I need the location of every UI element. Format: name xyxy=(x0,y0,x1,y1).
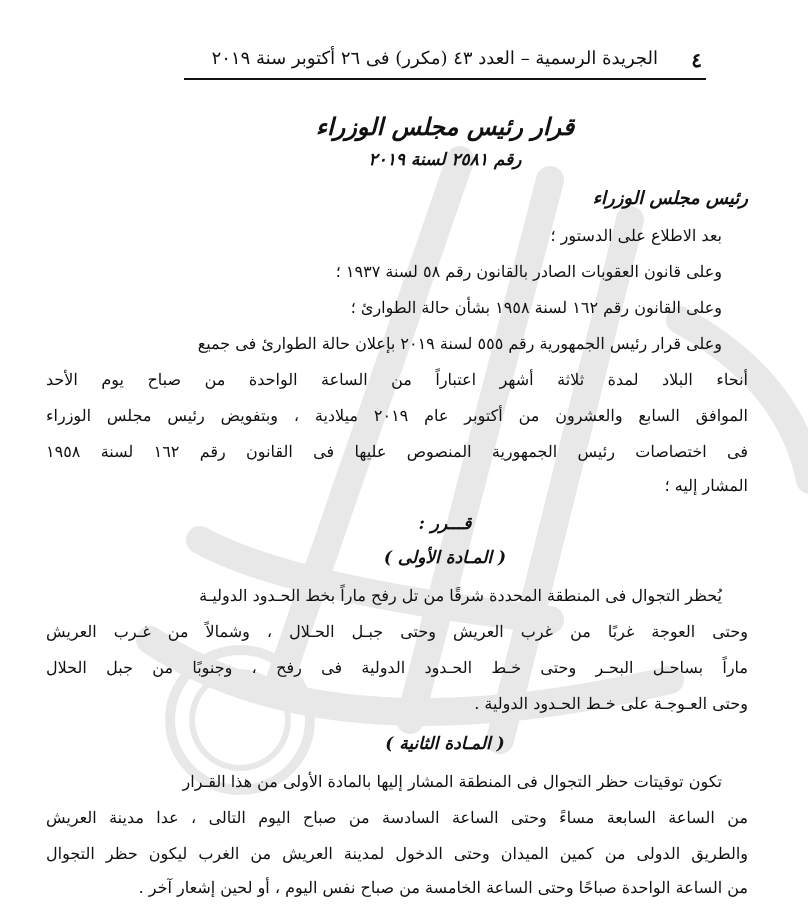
gazette-issue-title: الجريدة الرسمية – العدد ٤٣ (مكرر) فى ٢٦ أكتوبر سنة ٢٠١٩ xyxy=(211,48,658,69)
decree-issuer: رئيس مجلس الوزراء xyxy=(592,188,748,209)
article-2-heading: ( المـادة الثانية ) xyxy=(385,734,505,754)
page-header xyxy=(184,44,706,80)
preamble-line: الموافق السابع والعشرون من أكتوبر عام ٢٠١٩ ميلادية ، وبتفويض رئيس مجلس الوزراء xyxy=(46,406,748,425)
preamble-line: المشار إليه ؛ xyxy=(664,476,748,495)
article-1-line: وحتى العوجة غربًا من غرب العريش وحتى جبـل الحـلال ، وشمالاً من غـرب العريش xyxy=(46,622,748,641)
article-1-line: ماراً بساحـل البحـر وحتى خـط الحـدود الدولية فى رفح ، وجنوبًا من جبل الحلال xyxy=(46,658,748,677)
preamble-line: وعلى قرار رئيس الجمهورية رقم ٥٥٥ لسنة ٢٠١٩ بإعلان حالة الطوارئ فى جميع xyxy=(197,334,722,353)
article-2-line: والطريق الدولى من كمين الميدان وحتى الدخول لمدينة العريش من الغرب ليكون حظر التجوال xyxy=(46,844,748,863)
preamble-line: وعلى قانون العقوبات الصادر بالقانون رقم ٥٨ لسنة ١٩٣٧ ؛ xyxy=(335,262,722,281)
article-1-line: وحتى العـوجـة على خـط الحـدود الدولية . xyxy=(474,694,748,713)
preamble-line: بعد الاطلاع على الدستور ؛ xyxy=(550,226,722,245)
decree-number: رقم ٢٥٨١ لسنة ٢٠١٩ xyxy=(368,150,522,170)
article-1-heading: ( المـادة الأولى ) xyxy=(383,548,507,568)
preamble-line: أنحاء البلاد لمدة ثلاثة أشهر اعتباراً من الساعة الواحدة من صباح يوم الأحد xyxy=(46,370,748,389)
preamble-line: فى اختصاصات رئيس الجمهورية المنصوص عليها فى القانون رقم ١٦٢ لسنة ١٩٥٨ xyxy=(46,442,749,461)
decree-title: قرار رئيس مجلس الوزراء xyxy=(315,112,575,141)
article-2-line: من الساعة الواحدة صباحًا وحتى الساعة الخامسة من صباح نفس اليوم ، أو لحين إشعار آخر . xyxy=(138,878,748,897)
article-2-line: تكون توقيتات حظر التجوال فى المنطقة المشار إليها بالمادة الأولى من هذا القـرار xyxy=(182,772,722,791)
article-2-line: من الساعة السابعة مساءً وحتى الساعة السادسة من صباح اليوم التالى ، عدا مدينة العريش xyxy=(46,808,748,827)
page-number: ٤ xyxy=(691,48,702,72)
preamble-line: وعلى القانون رقم ١٦٢ لسنة ١٩٥٨ بشأن حالة الطوارئ ؛ xyxy=(350,298,722,317)
decision-heading: قـــرر : xyxy=(418,514,472,534)
article-1-line: يُحظر التجوال فى المنطقة المحددة شرقًا من تل رفح ماراً بخط الحـدود الدوليـة xyxy=(199,586,722,605)
